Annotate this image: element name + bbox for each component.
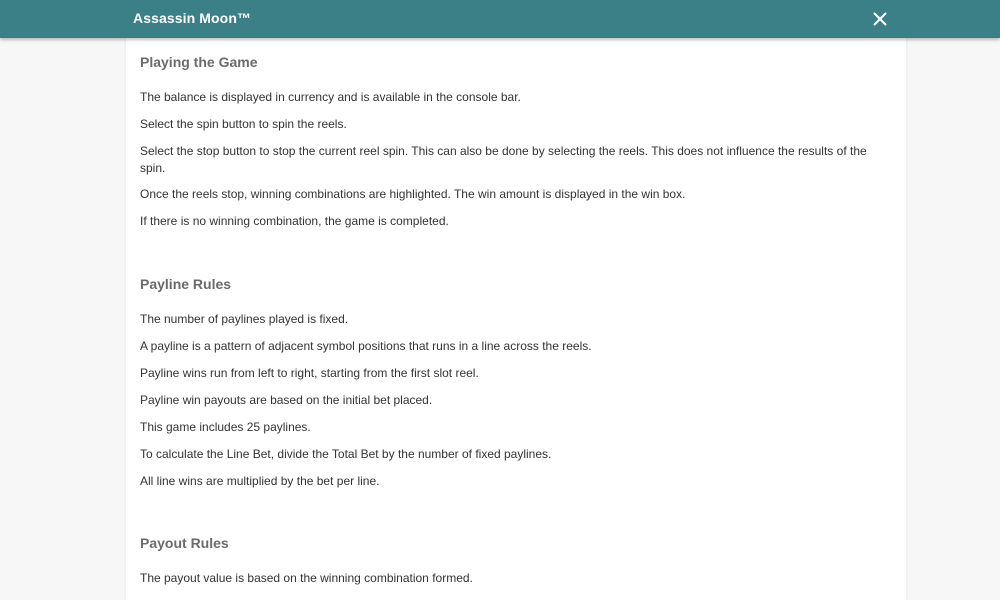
section-heading-payline-rules: Payline Rules [140,276,232,292]
paragraph: Select the spin button to spin the reels. [140,117,347,131]
paragraph: All line wins are multiplied by the bet per line. [140,474,380,488]
paragraph: If there is no winning combination, the game is completed. [140,214,449,228]
section-heading-payout-rules: Payout Rules [140,535,229,551]
close-icon [868,7,892,31]
paragraph: To calculate the Line Bet, divide the Total Bet by the number of fixed paylines. [140,447,552,461]
paragraph: The balance is displayed in currency and is available in the console bar. [140,90,521,104]
paragraph: A payline is a pattern of adjacent symbol positions that runs in a line across the reels. [140,339,592,353]
paragraph: The number of paylines played is fixed. [140,312,349,326]
top-bar [0,0,1000,38]
paragraph: The payout value is based on the winning combination formed. [140,571,473,585]
game-title: Assassin Moon™ [133,10,252,26]
paragraph: Once the reels stop, winning combinations are highlighted. The win amount is displayed in the win box. [140,187,686,201]
section-heading-playing-the-game: Playing the Game [140,54,258,70]
paragraph: Select the stop button to stop the current reel spin. This can also be done by selecting the reels. This does not influence the results of the spin. [140,144,867,175]
paragraph: Payline wins run from left to right, starting from the first slot reel. [140,366,479,380]
paragraph: This game includes 25 paylines. [140,420,311,434]
close-button[interactable] [868,7,892,31]
paragraph: Payline win payouts are based on the initial bet placed. [140,393,433,407]
